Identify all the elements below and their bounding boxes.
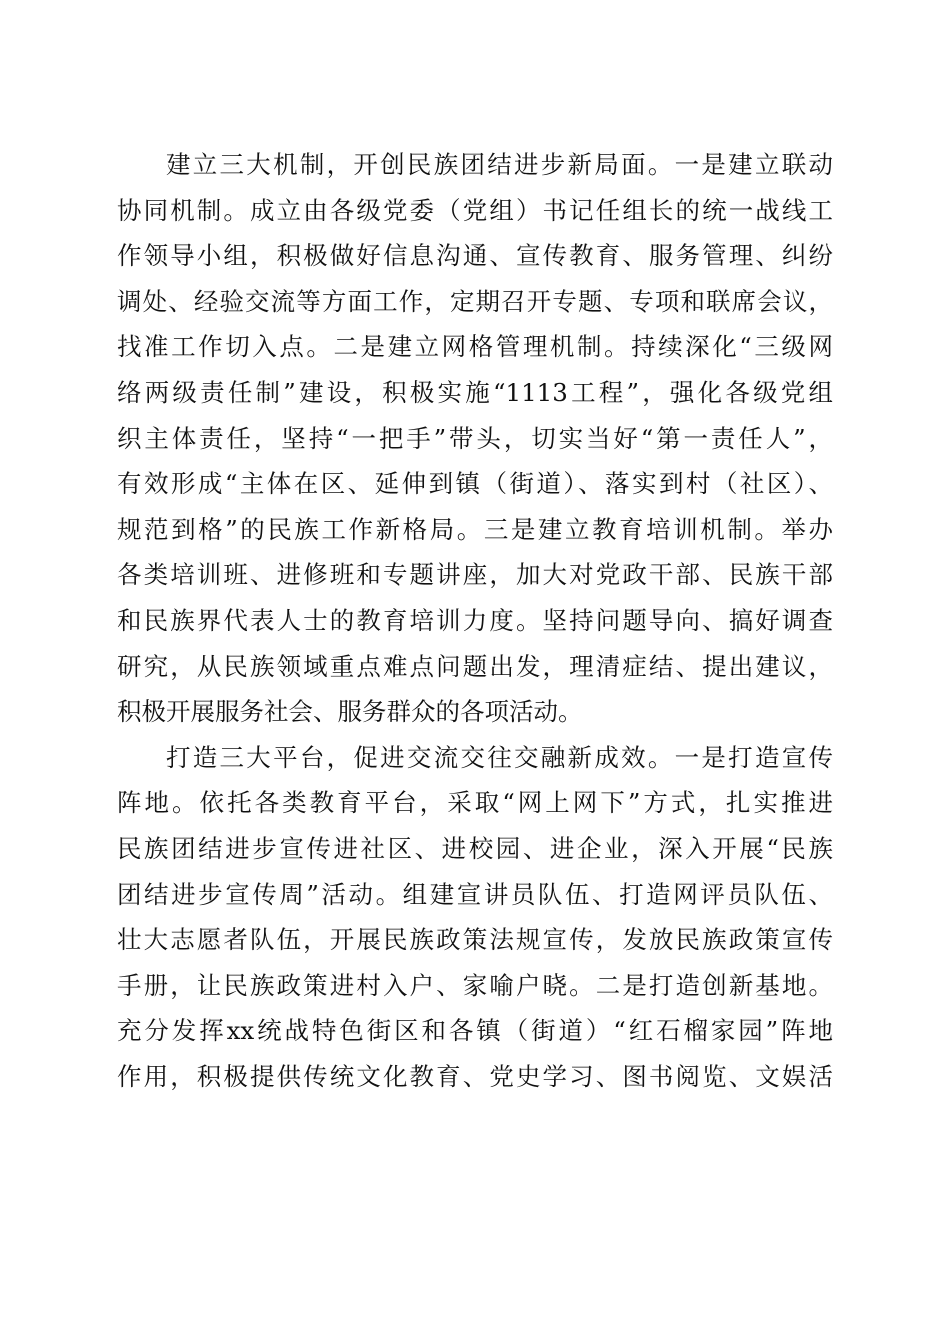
- document-body: [117, 142, 833, 1099]
- paragraph-line: 各类培训班、进修班和专题讲座，加大对党政干部、民族干部: [117, 560, 833, 590]
- paragraph-line: 积极开展服务社会、服务群众的各项活动。: [117, 697, 583, 727]
- paragraph-line: 规范到格”的民族工作新格局。三是建立教育培训机制。举办: [117, 514, 833, 544]
- paragraph-line: 和民族界代表人士的教育培训力度。坚持问题导向、搞好调查: [117, 605, 833, 635]
- paragraph-line: 织主体责任，坚持“一把手”带头，切实当好“第一责任人”，: [117, 423, 833, 453]
- paragraph-line: 打造三大平台，促进交流交往交融新成效。一是打造宣传: [166, 742, 833, 772]
- paragraph-line: 充分发挥xx统战特色街区和各镇（街道）“红石榴家园”阵地: [117, 1016, 833, 1046]
- paragraph-line: 阵地。依托各类教育平台，采取“网上网下”方式，扎实推进: [117, 788, 833, 818]
- paragraph-line: 壮大志愿者队伍，开展民族政策法规宣传，发放民族政策宣传: [117, 925, 833, 955]
- paragraph-line: 民族团结进步宣传进社区、进校园、进企业，深入开展“民族: [117, 833, 833, 863]
- paragraph-line: 调处、经验交流等方面工作，定期召开专题、专项和联席会议，: [117, 286, 833, 316]
- paragraph-line: 建立三大机制，开创民族团结进步新局面。一是建立联动: [166, 150, 833, 179]
- paragraph-line: 手册，让民族政策进村入户、家喻户晓。二是打造创新基地。: [117, 970, 833, 1000]
- paragraph-line: 找准工作切入点。二是建立网格管理机制。持续深化“三级网: [117, 332, 833, 362]
- paragraph-line: 作领导小组，积极做好信息沟通、宣传教育、服务管理、纠纷: [117, 241, 833, 271]
- paragraph-line: 作用，积极提供传统文化教育、党史学习、图书阅览、文娱活: [117, 1061, 833, 1091]
- paragraph-line: 络两级责任制”建设，积极实施“1113工程”，强化各级党组: [117, 377, 833, 407]
- paragraph-line: 研究，从民族领域重点难点问题出发，理清症结、提出建议，: [117, 651, 833, 681]
- paragraph-line: 团结进步宣传周”活动。组建宣讲员队伍、打造网评员队伍、: [117, 879, 833, 909]
- paragraph-2: [117, 735, 833, 1100]
- paragraph-line: 有效形成“主体在区、延伸到镇（街道）、落实到村（社区）、: [117, 469, 833, 499]
- paragraph-line: 协同机制。成立由各级党委（党组）书记任组长的统一战线工: [117, 195, 833, 225]
- paragraph-1: [117, 142, 833, 735]
